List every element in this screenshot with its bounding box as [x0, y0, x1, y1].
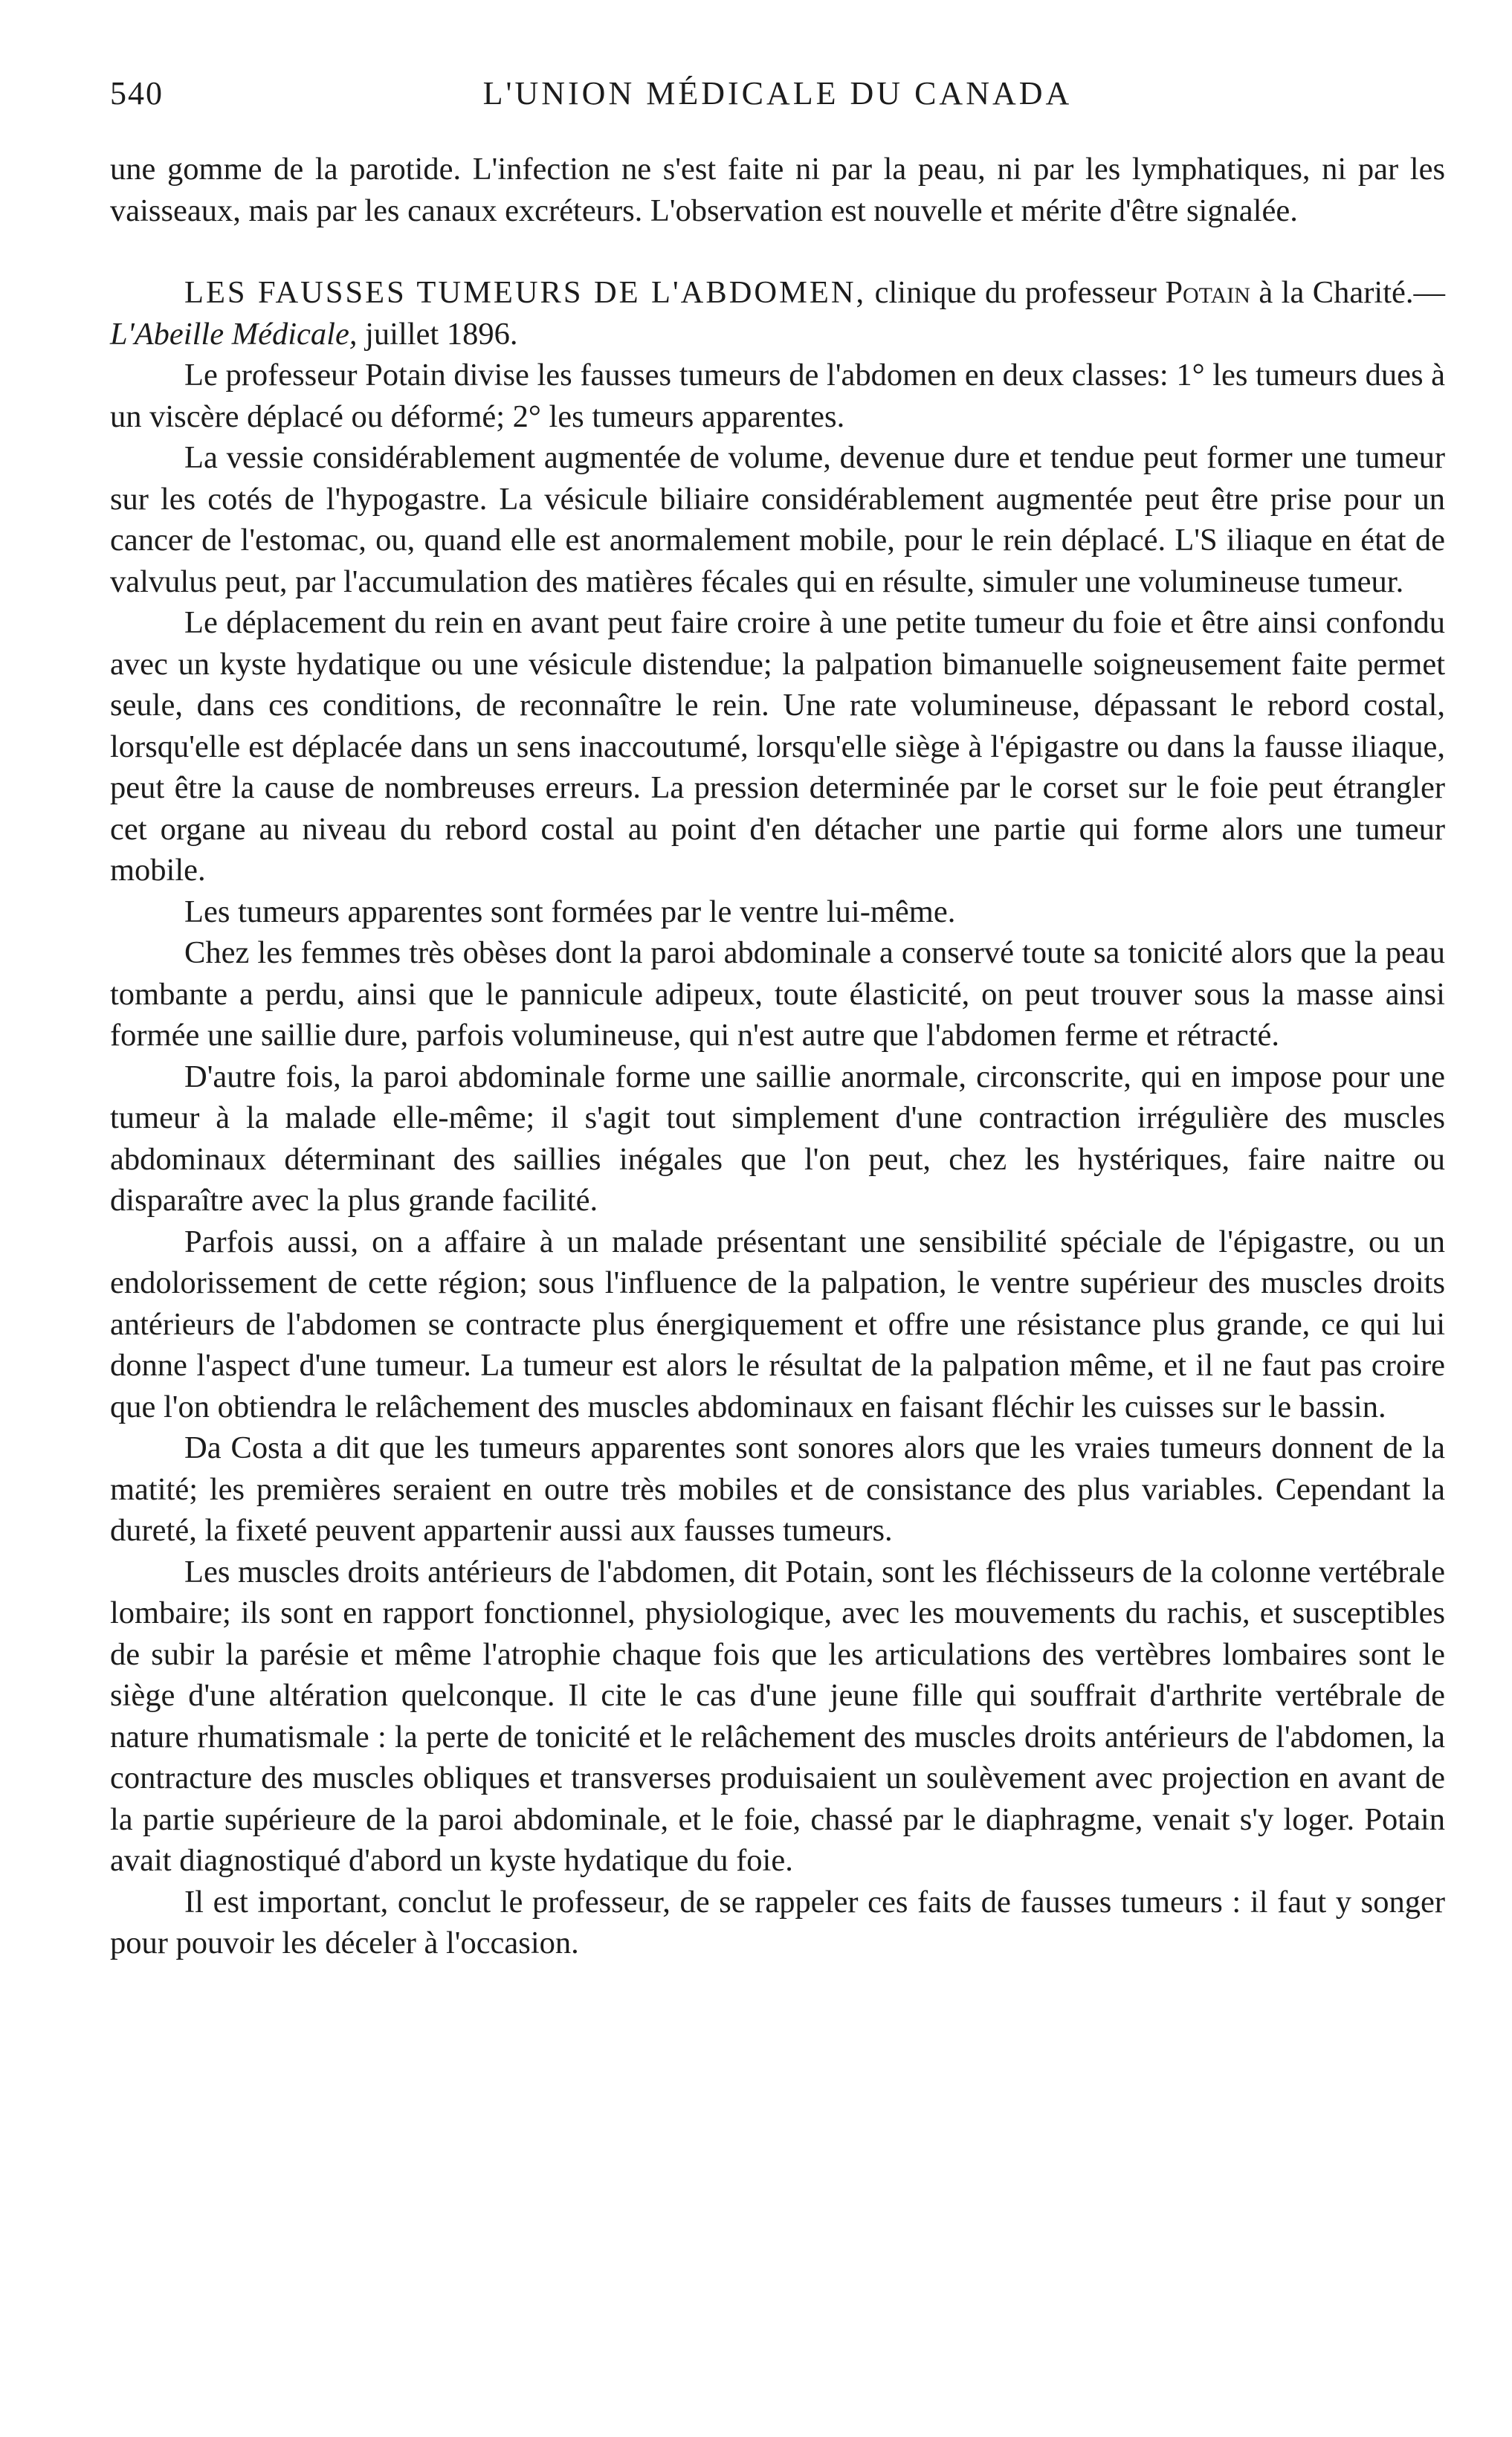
article-body: [110, 149, 1445, 1964]
article-title: LES FAUSSES TUMEURS DE L'ABDOMEN,: [184, 275, 867, 310]
page-number: 540: [110, 75, 164, 112]
paragraph-3: Le déplacement du rein en avant peut faire croire à une petite tumeur du foie et être ainsi confondu avec un kyste hydatique ou une vésicule distendue; la palpation bimanuelle soigneusement faite permet seule, dans ces conditions, de reconnaître le rein. Une rate volumineuse, dépassant le rebord costal, lorsqu'elle est déplacée dans un sens inaccoutumé, lorsqu'elle siège à l'épigastre ou dans la fausse iliaque, peut être la cause de nombreuses erreurs. La pression determinée par le corset sur le foie peut étrangler cet organe au niveau du rebord costal au point d'en détacher une partie qui forme alors une tumeur mobile.: [110, 605, 1445, 888]
paragraph-5: Chez les femmes très obèses dont la paroi abdominale a conservé toute sa tonicité alors que la peau tombante a perdu, ainsi que le pannicule adipeux, toute élasticité, on peut trouver sous la masse ainsi formée une saillie dure, parfois volumineuse, qui n'est autre que l'abdomen ferme et rétracté.: [110, 935, 1445, 1053]
article-location: à la Charité.—: [1250, 275, 1445, 310]
paragraph-2: La vessie considérablement augmentée de volume, devenue dure et tendue peut former une tumeur sur les cotés de l'hypogastre. La vésicule biliaire considérablement augmentée peut être prise pour un cancer de l'estomac, ou, quand elle est anormalement mobile, pour le rein déplacé. L'S iliaque en état de valvulus peut, par l'accumulation des matières fécales qui en résulte, simuler une volumineuse tumeur.: [110, 440, 1445, 599]
paragraph-8: Da Costa a dit que les tumeurs apparentes sont sonores alors que les vraies tumeurs donnent de la matité; les premières seraient en outre très mobiles et de consistance des plus variables. Cependant la dureté, la fixeté peuvent appartenir aussi aux fausses tumeurs.: [110, 1430, 1445, 1548]
paragraph-7: Parfois aussi, on a affaire à un malade présentant une sensibilité spéciale de l'épigastre, ou un endolorissement de cette région; sous l'influence de la palpation, le ventre supérieur des muscles droits antérieurs de l'abdomen se contracte plus énergiquement et offre une résistance plus grande, ce qui lui donne l'aspect d'une tumeur. La tumeur est alors le résultat de la palpation même, et il ne faut pas croire que l'on obtiendra le relâchement des muscles abdominaux en faisant fléchir les cuisses sur le bassin.: [110, 1224, 1445, 1424]
article-heading-line: [110, 272, 1445, 355]
professor-name: Potain: [1165, 275, 1250, 310]
opening-paragraph: une gomme de la parotide. L'infection ne s'est faite ni par la peau, ni par les lymphatiques, ni par les vaisseaux, mais par les canaux excréteurs. L'observation est nouvelle et mérite d'être signalée.: [110, 152, 1445, 228]
journal-title: L'UNION MÉDICALE DU CANADA: [482, 75, 1073, 112]
running-head: [110, 74, 1445, 126]
source-journal: L'Abeille Médicale,: [110, 316, 358, 352]
article-subtitle: clinique du professeur: [866, 275, 1166, 310]
paragraph-10: Il est important, conclut le professeur, de se rappeler ces faits de fausses tumeurs : il faut y songer pour pouvoir les déceler à l'occasion.: [110, 1884, 1445, 1960]
page: [110, 74, 1445, 1964]
source-date: juillet 1896.: [357, 316, 518, 352]
paragraph-1: Le professeur Potain divise les fausses tumeurs de l'abdomen en deux classes: 1° les tumeurs dues à un viscère déplacé ou déformé; 2° les tumeurs apparentes.: [110, 358, 1445, 434]
paragraph-6: D'autre fois, la paroi abdominale forme une saillie anormale, circonscrite, qui en impose pour une tumeur à la malade elle-même; il s'agit tout simplement d'une contraction irrégulière des muscles abdominaux déterminant des saillies inégales que l'on peut, chez les hystériques, faire naitre ou disparaître avec la plus grande facilité.: [110, 1059, 1445, 1218]
paragraph-9: Les muscles droits antérieurs de l'abdomen, dit Potain, sont les fléchisseurs de la colonne vertébrale lombaire; ils sont en rapport fonctionnel, physiologique, avec les mouvements du rachis, et susceptibles de subir la parésie et même l'atrophie chaque fois que les articulations des vertèbres lombaires sont le siège d'une altération quelconque. Il cite le cas d'une jeune fille qui souffrait d'arthrite vertébrale de nature rhumatismale : la perte de tonicité et le relâchement des muscles droits antérieurs de l'abdomen, la contracture des muscles obliques et transverses produisaient un soulèvement avec projection en avant de la partie supérieure de la paroi abdominale, et le foie, chassé par le diaphragme, venait s'y loger. Potain avait diagnostiqué d'abord un kyste hydatique du foie.: [110, 1554, 1445, 1878]
paragraph-4: Les tumeurs apparentes sont formées par le ventre lui-même.: [184, 894, 956, 929]
